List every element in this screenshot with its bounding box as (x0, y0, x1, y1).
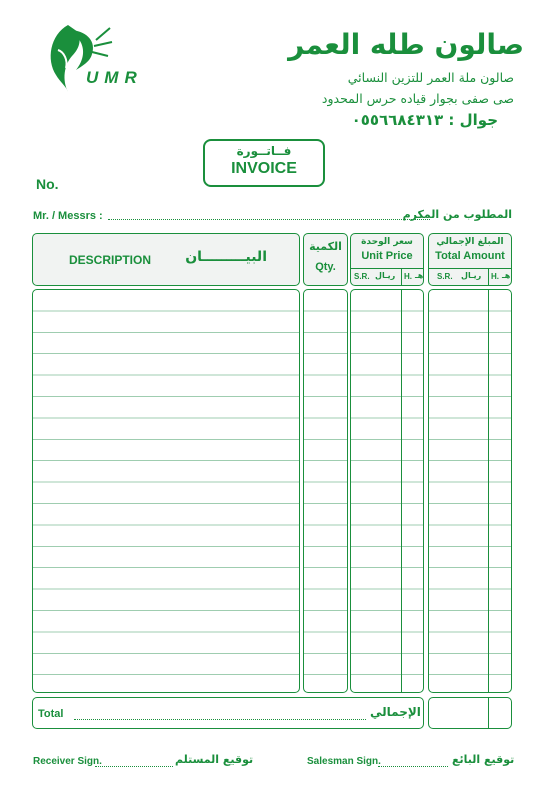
unit-price-sr-en: S.R. (354, 272, 370, 281)
customer-label-ar: المطلوب من المكرم (402, 208, 512, 221)
total-amount-header (428, 233, 512, 286)
unit-price-column[interactable] (350, 289, 424, 693)
invoice-title-en: INVOICE (231, 160, 297, 177)
total-amount-column[interactable] (428, 289, 512, 693)
receiver-sign-label-en: Receiver Sign. (33, 756, 102, 767)
unit-price-header-en: Unit Price (361, 250, 413, 262)
qty-header-ar: الكمية (309, 240, 342, 253)
total-amount-sr-ar: ريـال (461, 271, 482, 280)
phone-label: جوال : (448, 111, 498, 129)
phone-line (352, 111, 498, 129)
total-amount-h-en: H. (491, 272, 499, 281)
customer-name-field[interactable] (108, 219, 430, 220)
subtitle-line2: صى صفى بجوار قياده حرس المحدود (321, 91, 514, 106)
qty-column[interactable] (303, 289, 348, 693)
customer-label-en: Mr. / Messrs : (33, 210, 103, 222)
shop-name: صالون طله العمر (288, 28, 524, 61)
salon-logo (38, 20, 148, 105)
invoice-badge (203, 139, 325, 187)
subtitle-line1: صالون ملة العمر للتزين النسائي (347, 70, 514, 85)
total-amount-header-en: Total Amount (435, 250, 505, 262)
total-label-en: Total (38, 708, 64, 720)
qty-header-en: Qty. (315, 261, 336, 273)
unit-price-h-en: H. (404, 272, 412, 281)
total-label-ar: الإجمالي (370, 705, 421, 719)
salesman-sign-label-en: Salesman Sign. (307, 756, 381, 767)
description-column[interactable] (32, 289, 300, 693)
description-header-en: DESCRIPTION (69, 253, 152, 267)
unit-price-h-ar: هـ (415, 271, 424, 280)
unit-price-header-ar: سعر الوحدة (361, 237, 413, 247)
invoice-title-ar: فــاتــورة (236, 144, 292, 158)
receiver-sign-line[interactable] (95, 766, 173, 767)
total-row (32, 697, 424, 729)
total-amount-h-ar: هـ (502, 271, 511, 280)
description-header-ar: البيـــــــــان (185, 249, 267, 265)
unit-price-header (350, 233, 424, 286)
receiver-sign-label-ar: توقيع المستلم (175, 753, 254, 766)
unit-price-sr-ar: ريـال (375, 271, 396, 280)
invoice-number-label: No. (36, 176, 59, 192)
logo-letters: UMR (86, 68, 143, 87)
description-header (32, 233, 300, 286)
grand-total-amount[interactable] (428, 697, 512, 729)
total-amount-sr-en: S.R. (437, 272, 453, 281)
qty-header (303, 233, 348, 286)
salesman-sign-label-ar: توقيع البائع (452, 753, 515, 766)
total-dotted-line (74, 719, 366, 720)
salesman-sign-line[interactable] (378, 766, 448, 767)
total-amount-header-ar: المبلغ الإجمالي (436, 237, 504, 247)
phone-number: ٠٥٥٦٦٨٤٣١٣ (351, 111, 444, 129)
